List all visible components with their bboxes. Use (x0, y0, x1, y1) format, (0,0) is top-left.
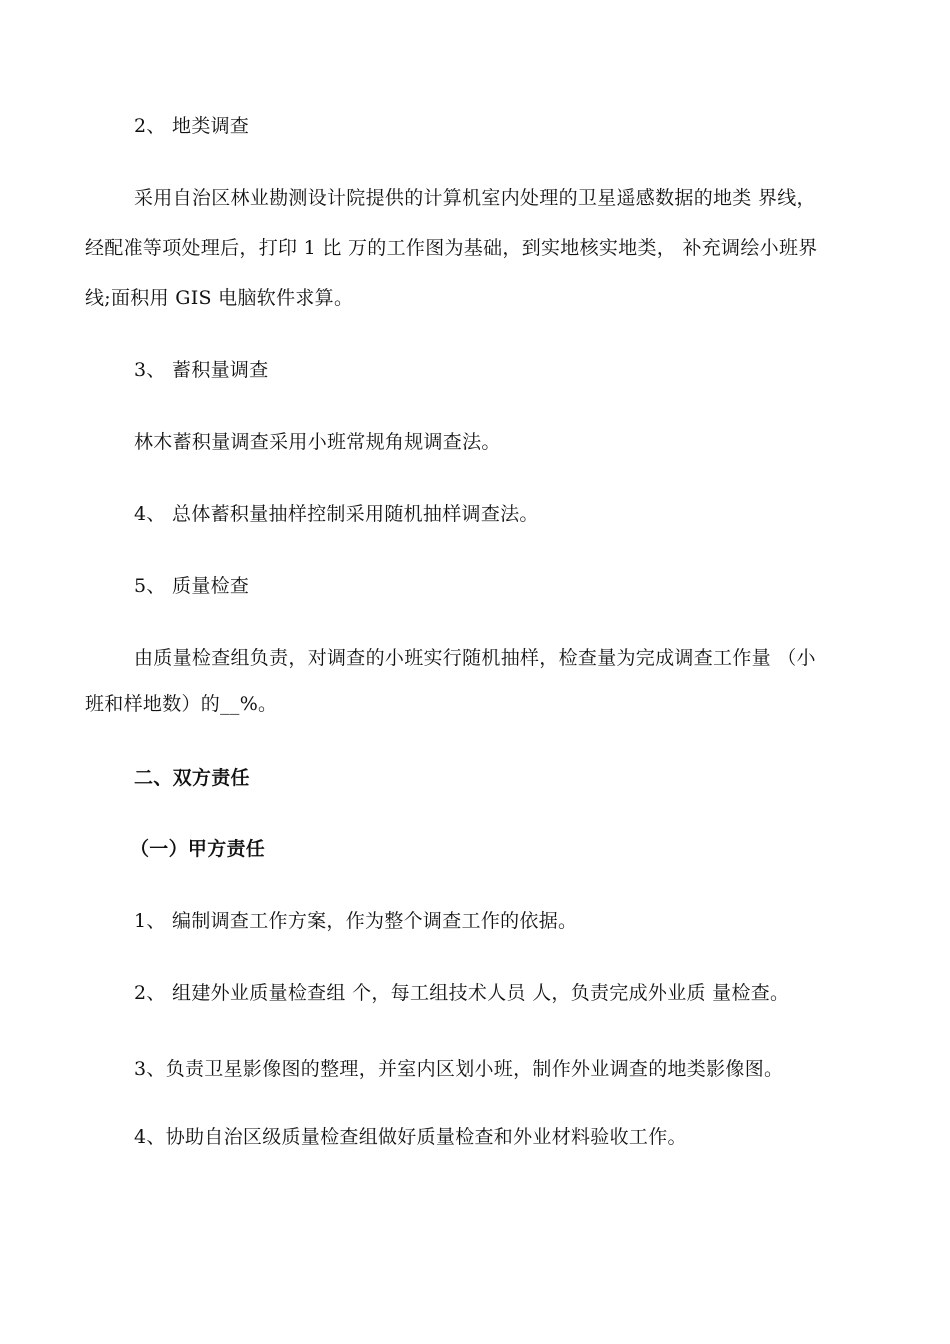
section-5-title: 5、 质量检查 (134, 575, 250, 597)
section-2-paragraph-line-1: 采用自治区林业勘测设计院提供的计算机室内处理的卫星遥感数据的地类 界线， (134, 187, 816, 209)
heading-party-a-responsibilities: （一）甲方责任 (130, 838, 266, 860)
responsibility-item-4: 4、协助自治区级质量检查组做好质量检查和外业材料验收工作。 (134, 1126, 687, 1148)
section-4-title: 4、 总体蓄积量抽样控制采用随机抽样调查法。 (134, 503, 539, 525)
section-5-paragraph-line-2: 班和样地数）的__%。 (85, 693, 278, 715)
section-2-paragraph-line-2: 经配准等项处理后，打印 1 比 万的工作图为基础，到实地核实地类， 补充调绘小班界 (85, 237, 818, 259)
responsibility-item-1: 1、 编制调查工作方案，作为整个调查工作的依据。 (134, 910, 578, 932)
heading-mutual-responsibilities: 二、双方责任 (134, 767, 250, 789)
responsibility-item-2: 2、 组建外业质量检查组 个，每工组技术人员 人，负责完成外业质 量检查。 (134, 982, 790, 1004)
section-3-title: 3、 蓄积量调查 (134, 359, 269, 381)
section-5-paragraph-line-1: 由质量检查组负责，对调查的小班实行随机抽样，检查量为完成调查工作量 （小 (134, 647, 816, 669)
section-2-paragraph-line-3: 线;面积用 GIS 电脑软件求算。 (85, 287, 354, 309)
section-2-title: 2、 地类调查 (134, 115, 250, 137)
section-3-paragraph: 林木蓄积量调查采用小班常规角规调查法。 (134, 431, 501, 453)
responsibility-item-3: 3、负责卫星影像图的整理，并室内区划小班，制作外业调查的地类影像图。 (134, 1058, 784, 1080)
